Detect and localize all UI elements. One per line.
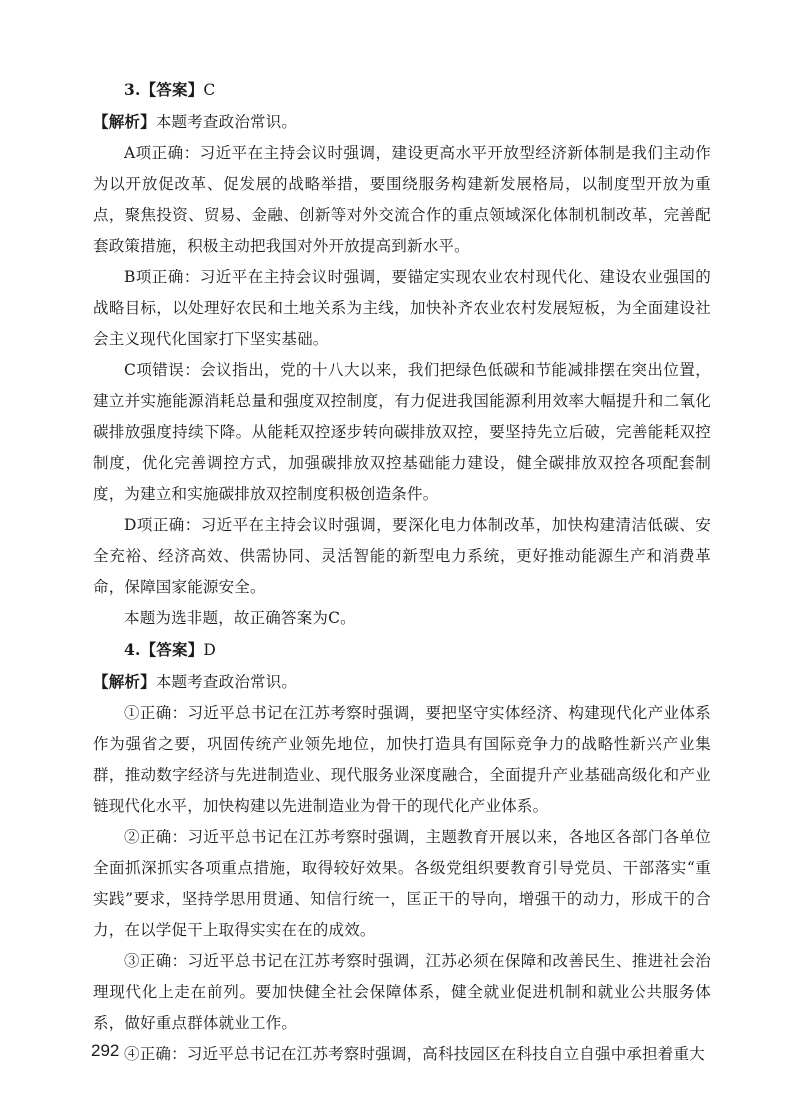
paragraph — [93, 1039, 711, 1070]
analysis-label: 【解析】 — [93, 112, 156, 131]
paragraph-text: D项正确：习近平在主持会议时强调，要深化电力体制改革，加快构建清洁低碳、安全充裕、经济高效、供需协同、灵活智能的新型电力系统，更好推动能源生产和消费革命，保障国家能源安全。 — [93, 516, 711, 596]
paragraph — [93, 355, 711, 510]
paragraph-text: ②正确：习近平总书记在江苏考察时强调，主题教育开展以来，各地区各部门各单位全面抓深抓实各项重点措施，取得较好效果。各级党组织要教育引导党员、干部落实“重实践”要求，坚持学思用贯通、知信行统一，匡正干的导向，增强干的动力，形成干的合力，在以学促干上取得实实在在的成效。 — [93, 828, 711, 939]
answer-label: 【答案】 — [140, 640, 204, 659]
paragraph-text: ①正确：习近平总书记在江苏考察时强调，要把坚守实体经济、构建现代化产业体系作为强省之要，巩固传统产业领先地位，加快打造具有国际竞争力的战略性新兴产业集群，推动数字经济与先进制造业、现代服务业深度融合，全面提升产业基础高级化和产业链现代化水平，加快构建以先进制造业为骨干的现代化产业体系。 — [93, 704, 711, 815]
answer-value: C — [203, 81, 216, 99]
paragraph-text: ④正确：习近平总书记在江苏考察时强调，高科技园区在科技自立自强中承担着重大 — [124, 1045, 705, 1063]
question-number: 3. — [124, 80, 141, 99]
paragraph — [93, 510, 711, 603]
paragraph-text: B项正确：习近平在主持会议时强调，要锚定实现农业农村现代化、建设农业强国的战略目标，以处理好农民和土地关系为主线，加快补齐农业农村发展短板，为全面建设社会主义现代化国家打下坚实基础。 — [93, 268, 711, 348]
paragraph — [93, 138, 711, 262]
analysis-label: 【解析】 — [93, 672, 156, 691]
page-content — [93, 74, 711, 1070]
answer-line — [93, 74, 711, 106]
answer-label: 【答案】 — [140, 80, 204, 99]
analysis-text: 本题考查政治常识。 — [155, 113, 298, 131]
analysis-line — [93, 106, 711, 138]
paragraph — [93, 603, 711, 634]
paragraph — [93, 698, 711, 822]
answer-value: D — [203, 641, 217, 659]
paragraph-text: ③正确：习近平总书记在江苏考察时强调，江苏必须在保障和改善民生、推进社会治理现代化上走在前列。要加快健全社会保障体系，健全就业促进机制和就业公共服务体系，做好重点群体就业工作。 — [93, 952, 711, 1032]
answer-line — [93, 634, 711, 666]
paragraph-text: C项错误：会议指出，党的十八大以来，我们把绿色低碳和节能减排摆在突出位置，建立并实施能源消耗总量和强度双控制度，有力促进我国能源利用效率大幅提升和二氧化碳排放强度持续下降。从能耗双控逐步转向碳排放双控，要坚持先立后破，完善能耗双控制度，优化完善调控方式，加强碳排放双控基础能力建设，健全碳排放双控各项配套制度，为建立和实施碳排放双控制度积极创造条件。 — [93, 361, 711, 503]
analysis-text: 本题考查政治常识。 — [155, 673, 298, 691]
paragraph — [93, 822, 711, 946]
analysis-line — [93, 666, 711, 698]
question-number: 4. — [124, 640, 141, 659]
page-number: 292 — [91, 1041, 120, 1060]
paragraph — [93, 262, 711, 355]
paragraph-text: A项正确：习近平在主持会议时强调，建设更高水平开放型经济新体制是我们主动作为以开放促改革、促发展的战略举措，要围绕服务构建新发展格局，以制度型开放为重点，聚焦投资、贸易、金融、创新等对外交流合作的重点领域深化体制机制改革，完善配套政策措施，积极主动把我国对外开放提高到新水平。 — [93, 144, 711, 255]
paragraph — [93, 946, 711, 1039]
paragraph-text: 本题为选非题，故正确答案为C。 — [124, 609, 356, 627]
